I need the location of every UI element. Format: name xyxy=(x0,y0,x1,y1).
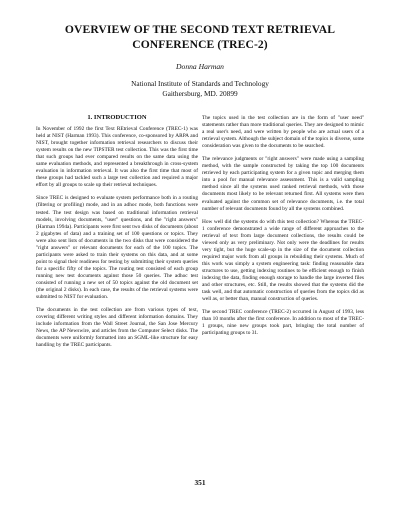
author-name: Donna Harman xyxy=(176,62,224,71)
title-line-2: CONFERENCE (TREC-2) xyxy=(132,38,268,51)
page-number: 351 xyxy=(194,478,206,487)
right-column xyxy=(202,115,364,337)
affiliation-line-2: Gaithersburg, MD. 20899 xyxy=(162,88,238,98)
paragraph: Since TREC is designed to evaluate system performance both in a routing (filtering or profiling) mode, and in an adhoc mode, both functions were tested. The test design was based on traditional information retrieval models, involving documents, "user" questions, and the "right answers" (Harman 1994a). Participants were first sent two disks of documents (about 2 gigabytes of data) and a training set of 100 questions or topics. They were also sent lists of documents in the two disks that were considered the "right answers" or relevant documents for each of the 100 topics. The participants were asked to train their systems on this data, and at some point to signal their readiness for testing by submitting their system queries for a specific fifty of the topics. The routing test consisted of each group running new test documents against those 50 queries. The adhoc test consisted of running a new set of 50 topics against the old document set (the original 2 disks). In each case, the results of the retrieval systems were submitted to NIST for evaluation. xyxy=(36,195,198,301)
paragraph: The relevance judgments or "right answers" were made using a sampling method, with the sample constructed by taking the top 100 documents retrieved by each participating system for a given topic and merging them into a pool for manual relevance assessment. This is a valid sampling method since all the systems used ranked retrieval methods, with those documents most likely to be relevant returned first. All systems were then evaluated against the common set of relevance documents, i.e. the total number of relevant documents found by all the systems combined. xyxy=(202,156,364,212)
paragraph: The second TREC conference (TREC-2) occurred in August of 1993, less than 10 months after the first conference. In addition to most of the TREC-1 groups, nine new groups took part, bringing the total number of participating groups to 31. xyxy=(202,309,364,337)
section-heading-introduction: 1. INTRODUCTION xyxy=(87,114,147,121)
paragraph: In November of 1992 the first Text REtrieval Conference (TREC-1) was held at NIST (Harman 1993). This conference, co-sponsored by ARPA and NIST, brought together information retrieval researchers to discuss their system results on the new TIPSTER test collection. This was the first time that such groups had ever compared results on the same data using the same evaluation methods, and represented a breakthrough in cross-system evaluation in information retrieval. It was also the first time that most of these groups had tackled such a large test collection and required a major effort by all groups to scale up their retrieval techniques. xyxy=(36,126,198,189)
paragraph: The topics used in the test collection are in the form of "user need" statements rather than more traditional queries. They are designed to mimic a real user's need, and were written by people who are actual users of a retrieval system. Although the subject domain of the topics is diverse, some consideration was given to the documents to be searched. xyxy=(202,115,364,150)
paragraph: How well did the systems do with this test collection? Whereas the TREC-1 conference demonstrated a wide range of different approaches to the retrieval of text from large document collections, the results could be viewed only as very preliminary. Not only were the deadlines for results very tight, but the huge scale-up in the size of the document collection required major work from all groups in rebuilding their systems. Much of this work was simply a system engineering task: finding reasonable data structures to use, getting indexing routines to be efficient enough to finish indexing the data, finding enough storage to handle the large inverted files and other structures, etc. Still, the results showed that the systems did the task well, and that automatic construction of queries from the topics did as well as, or better than, manual construction of queries. xyxy=(202,218,364,303)
paper-title xyxy=(20,22,380,52)
affiliation-line-1: National Institute of Standards and Technology xyxy=(131,79,269,88)
author-affiliation xyxy=(0,79,400,98)
left-column xyxy=(36,114,198,349)
title-line-1: OVERVIEW OF THE SECOND TEXT RETRIEVAL xyxy=(64,23,336,36)
paragraph: The documents in the test collection are from various types of text, covering different writing styles and different information domains. They include information from the Wall Street Journal, the San Jose Mercury News, the AP Newswire, and articles from the Computer Select disks. The documents were uniformly formatted into an SGML-like structure for easy handling by the TREC participants. xyxy=(36,307,198,349)
